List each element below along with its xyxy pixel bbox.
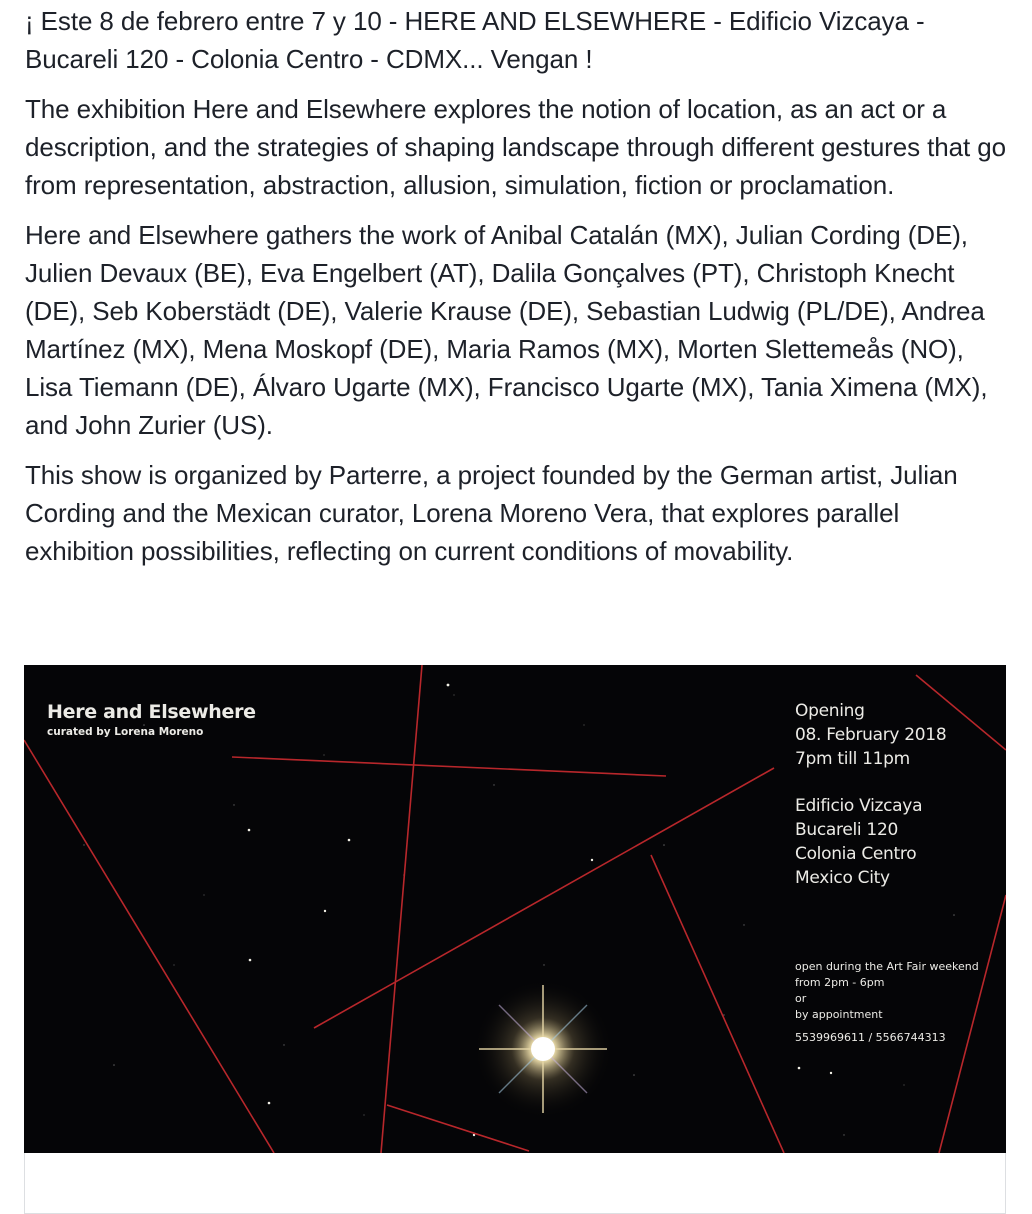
post-paragraph-organizer: This show is organized by Parterre, a project founded by the German artist, Julian Cording and the Mexican curator, Lorena Moreno Vera, that explores parallel exhibition possibilities, reflecting on current conditions of movability. <box>25 460 958 566</box>
post-paragraph-artists: Here and Elsewhere gathers the work of Anibal Catalán (MX), Julian Cording (DE), Julien Devaux (BE), Eva Engelbert (AT), Dalila Gonçalves (PT), Christoph Knecht (DE), Seb Koberstädt (DE), Valerie Krause (DE), Sebastian Ludwig (PL/DE), Andrea Martínez (MX), Mena Moskopf (DE), Maria Ramos (MX), Morten Slettemeås (NO), Lisa Tiemann (DE), Álvaro Ugarte (MX), Francisco Ugarte (MX), Tania Ximena (MX), and John Zurier (US). <box>25 220 988 440</box>
post-message <box>25 2 1015 582</box>
hours-line: open during the Art Fair weekend <box>795 960 979 973</box>
opening-time: 7pm till 11pm <box>795 749 910 769</box>
opening-date: 08. February 2018 <box>795 725 947 745</box>
link-preview-card[interactable] <box>24 1153 1006 1214</box>
poster-venue <box>795 794 922 890</box>
hours-line: or <box>795 992 807 1005</box>
poster-phone: 5539969611 / 5566744313 <box>795 1031 946 1044</box>
poster-title: Here and Elsewhere <box>47 701 256 723</box>
poster-opening-info <box>795 699 946 771</box>
venue-city: Mexico City <box>795 868 890 888</box>
venue-street: Bucareli 120 <box>795 820 898 840</box>
hours-line: by appointment <box>795 1008 883 1021</box>
bright-star-flare <box>473 979 613 1119</box>
poster-hours <box>795 959 979 1023</box>
hours-line: from 2pm - 6pm <box>795 976 885 989</box>
venue-building: Edificio Vizcaya <box>795 796 923 816</box>
post-paragraph-exhibition: The exhibition Here and Elsewhere explores the notion of location, as an act or a description, and the strategies of shaping landscape through different gestures that go from representation, abstraction, allusion, simulation, fiction or proclamation. <box>25 94 1006 200</box>
opening-label: Opening <box>795 701 865 721</box>
post-paragraph-announcement: ¡ Este 8 de febrero entre 7 y 10 - HERE AND ELSEWHERE - Edificio Vizcaya - Bucareli 120 - Colonia Centro - CDMX... Vengan ! <box>25 6 925 74</box>
venue-neighborhood: Colonia Centro <box>795 844 917 864</box>
exhibition-poster-image[interactable] <box>24 665 1006 1153</box>
poster-curator: curated by Lorena Moreno <box>47 726 204 738</box>
